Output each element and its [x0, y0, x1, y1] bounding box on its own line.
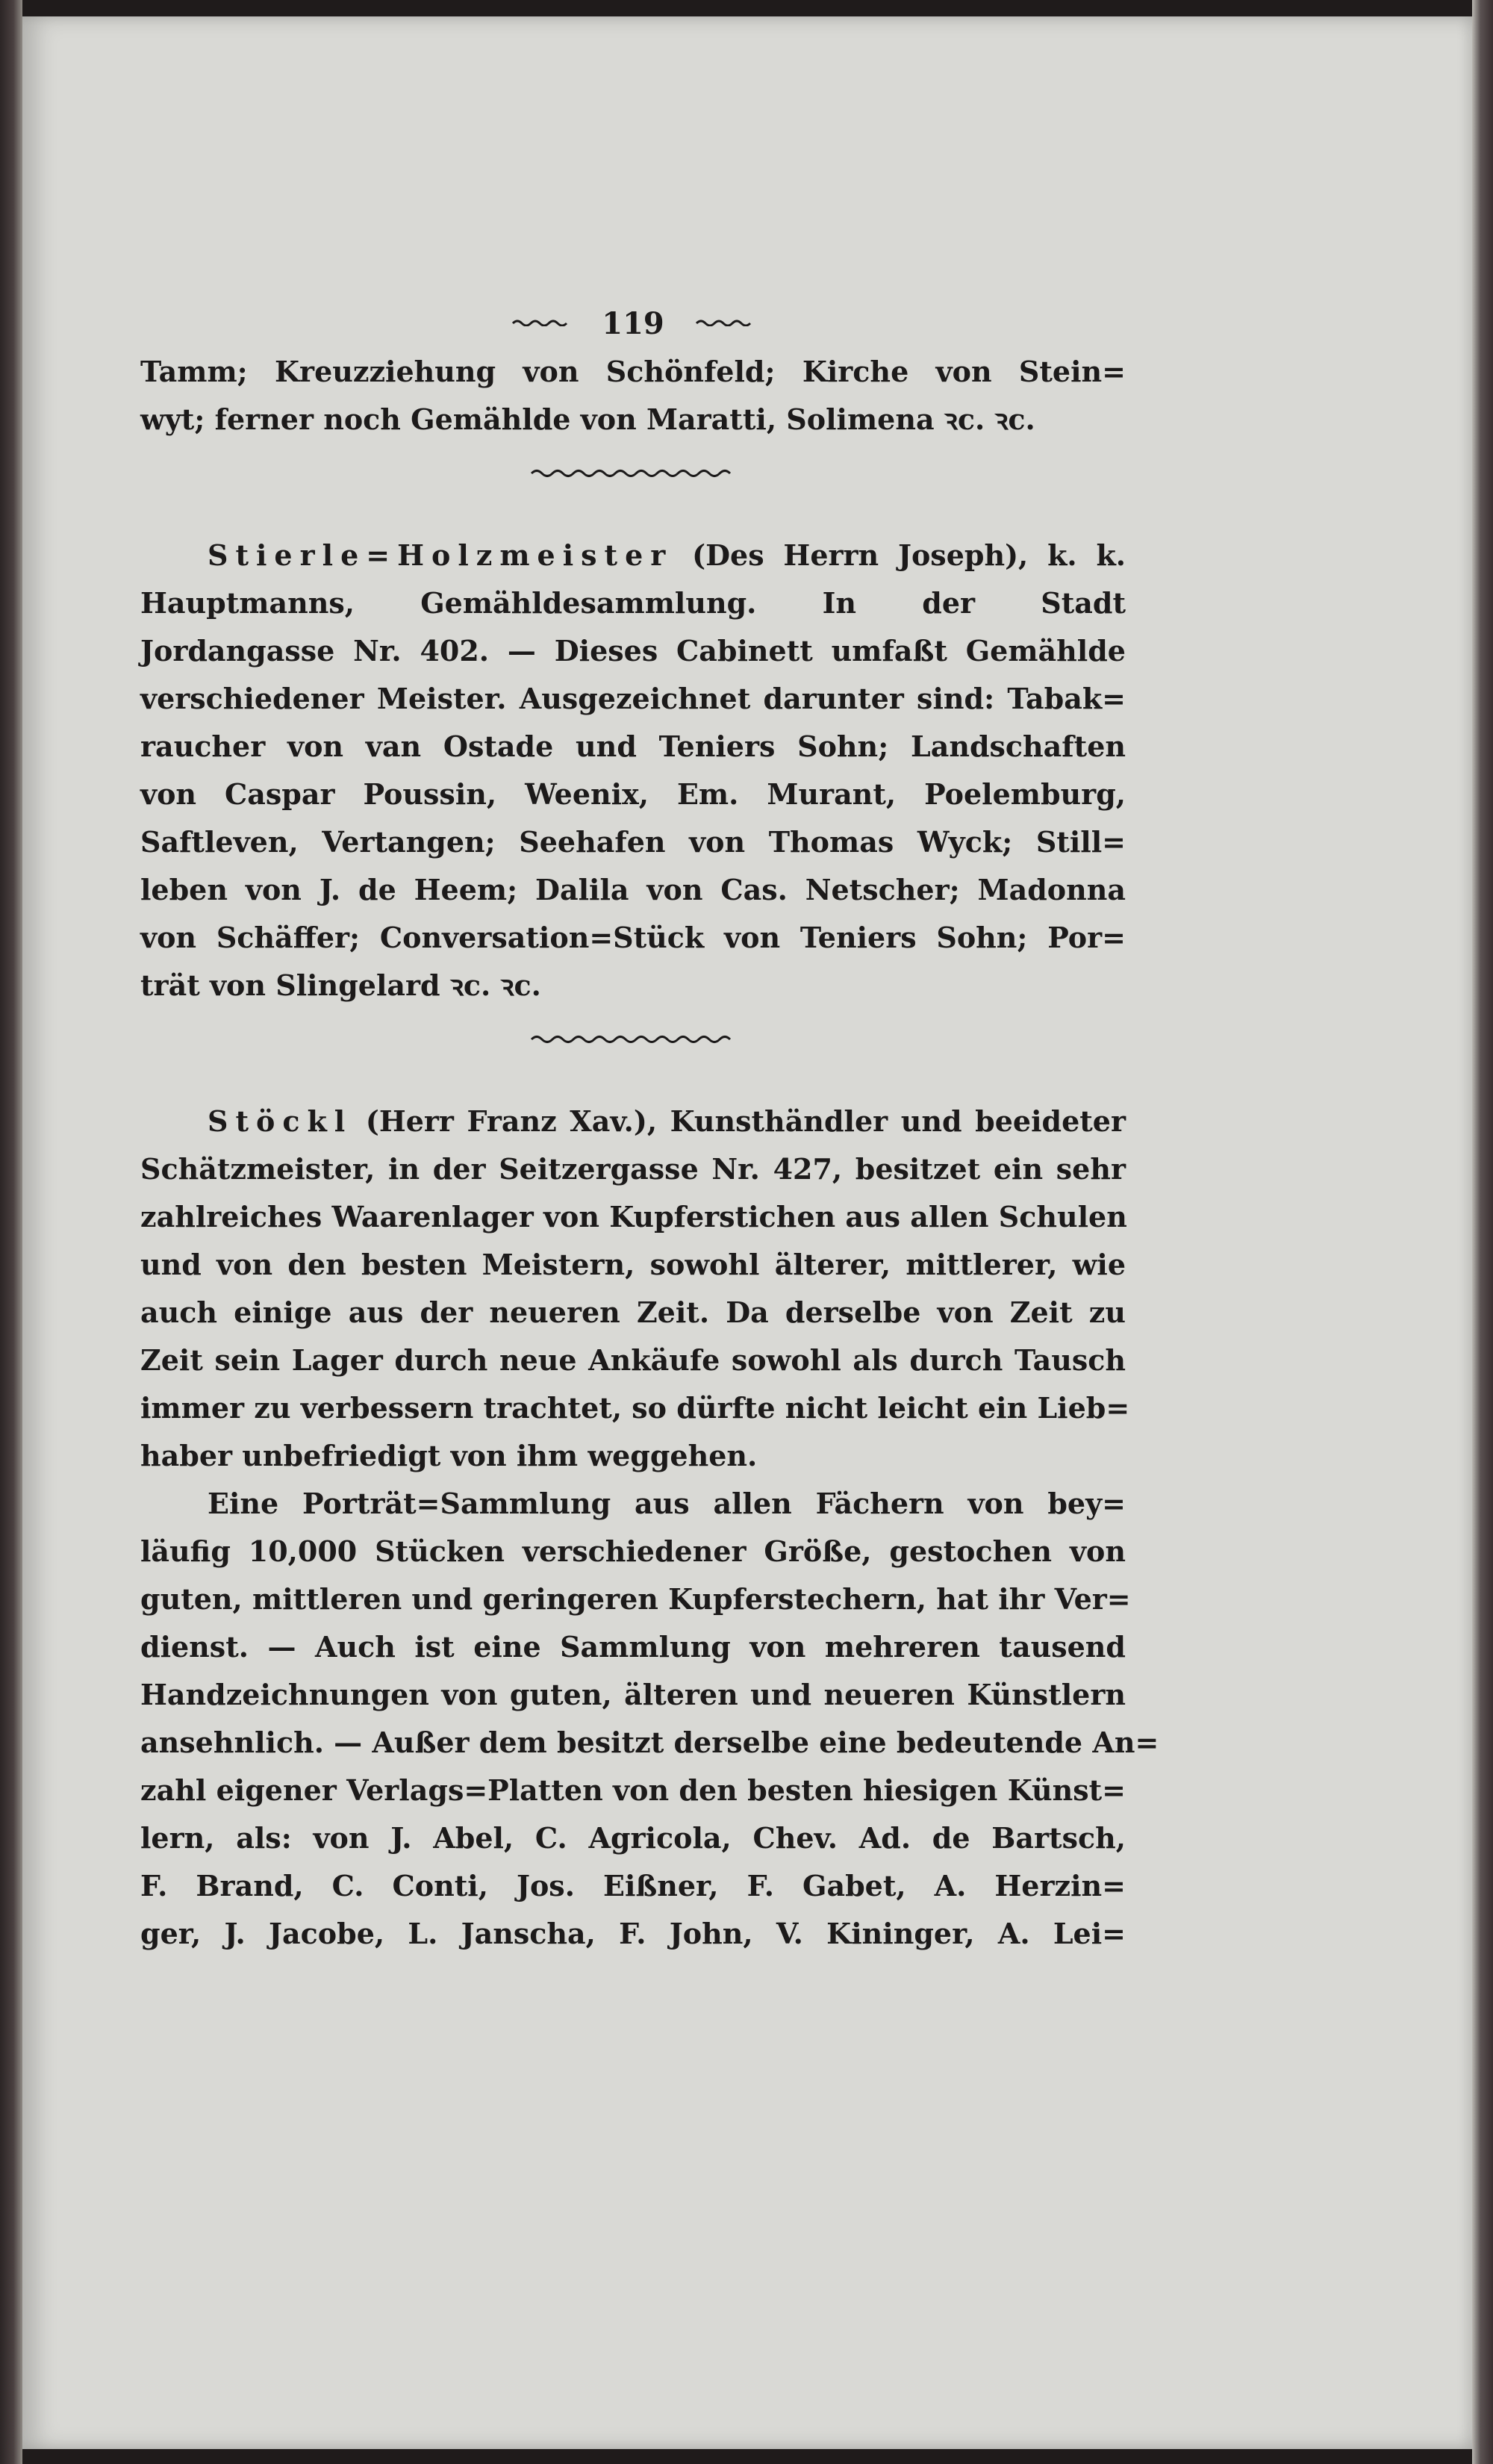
book-right-edge — [1472, 0, 1493, 2464]
section-separator-ornament — [140, 444, 1126, 503]
text-line: auch einige aus der neueren Zeit. Da derselbe von Zeit zu — [140, 1295, 1126, 1329]
entry-name-rest: (Herr Franz Xav.), Kunsthändler und beeideter — [365, 1104, 1126, 1138]
text-line: F. Brand, C. Conti, Jos. Eißner, F. Gabet, A. Herzin= — [140, 1869, 1126, 1903]
page-paper — [22, 16, 1472, 2449]
text-line: Handzeichnungen von guten, älteren und neueren Künstlern — [140, 1678, 1126, 1711]
entry-name: Stierle=Holzmeister — [208, 538, 673, 572]
section-separator-ornament — [140, 1009, 1126, 1069]
text-line: raucher von van Ostade und Teniers Sohn; Landschaften — [140, 729, 1126, 763]
text-line: zahlreiches Waarenlager von Kupferstichen aus allen Schulen — [140, 1200, 1127, 1233]
text-line: von Schäffer; Conversation=Stück von Teniers Sohn; Por= — [140, 921, 1126, 954]
text-line: Tamm; Kreuzziehung von Schönfeld; Kirche von Stein= — [140, 355, 1126, 388]
entry-stierle-holzmeister — [140, 532, 1126, 1009]
text-line: ger, J. Jacobe, L. Janscha, F. John, V. Kininger, A. Lei= — [140, 1917, 1126, 1950]
text-line: Jordangasse Nr. 402. — Dieses Cabinett umfaßt Gemählde — [140, 634, 1126, 668]
page-number: 119 — [602, 306, 664, 341]
entry-name-rest: (Des Herrn Joseph), k. k. — [692, 538, 1126, 572]
header-ornament-left-icon — [511, 319, 571, 326]
text-line: immer zu verbessern trachtet, so dürfte nicht leicht ein Lieb= — [140, 1391, 1130, 1425]
text-line: und von den besten Meistern, sowohl älterer, mittlerer, wie — [140, 1248, 1126, 1281]
entry-continuation — [140, 348, 1126, 444]
wavy-rule-icon — [529, 1033, 738, 1045]
text-line: läufig 10,000 Stücken verschiedener Größe, gestochen von — [140, 1534, 1126, 1568]
text-line — [140, 532, 1126, 579]
entry-stoeckl — [140, 1098, 1159, 1958]
text-line: zahl eigener Verlags=Platten von den besten hiesigen Künst= — [140, 1773, 1126, 1807]
text-line: trät von Slingelard ꝛc. ꝛc. — [140, 968, 541, 1002]
text-line: Eine Porträt=Sammlung aus allen Fächern von bey= — [208, 1487, 1126, 1520]
text-line: lern, als: von J. Abel, C. Agricola, Chev. Ad. de Bartsch, — [140, 1821, 1126, 1855]
entry-name: Stöckl — [208, 1104, 353, 1138]
text-line: dienst. — Auch ist eine Sammlung von mehreren tausend — [140, 1630, 1126, 1664]
text-line: verschiedener Meister. Ausgezeichnet darunter sind: Tabak= — [140, 682, 1126, 715]
header-ornament-right-icon — [695, 319, 755, 326]
text-line: wyt; ferner noch Gemählde von Maratti, Solimena ꝛc. ꝛc. — [140, 402, 1035, 436]
page-header — [140, 300, 1126, 348]
text-line: leben von J. de Heem; Dalila von Cas. Netscher; Madonna — [140, 873, 1126, 906]
text-line: Hauptmanns, Gemähldesammlung. In der Stadt — [140, 586, 1126, 620]
book-spine-edge — [0, 0, 22, 2464]
text-line: haber unbefriedigt von ihm weggehen. — [140, 1439, 758, 1472]
page-text-block — [140, 300, 1159, 1958]
text-line: ansehnlich. — Außer dem besitzt derselbe eine bedeutende An= — [140, 1726, 1159, 1759]
text-line: Saftleven, Vertangen; Seehafen von Thomas Wyck; Still= — [140, 825, 1126, 859]
text-line: guten, mittleren und geringeren Kupferstechern, hat ihr Ver= — [140, 1582, 1131, 1616]
text-line: Zeit sein Lager durch neue Ankäufe sowohl als durch Tausch — [140, 1343, 1126, 1377]
wavy-rule-icon — [529, 467, 738, 479]
text-line: von Caspar Poussin, Weenix, Em. Murant, Poelemburg, — [140, 777, 1126, 811]
text-line: Schätzmeister, in der Seitzergasse Nr. 427, besitzet ein sehr — [140, 1152, 1126, 1186]
text-line — [140, 1098, 1126, 1145]
